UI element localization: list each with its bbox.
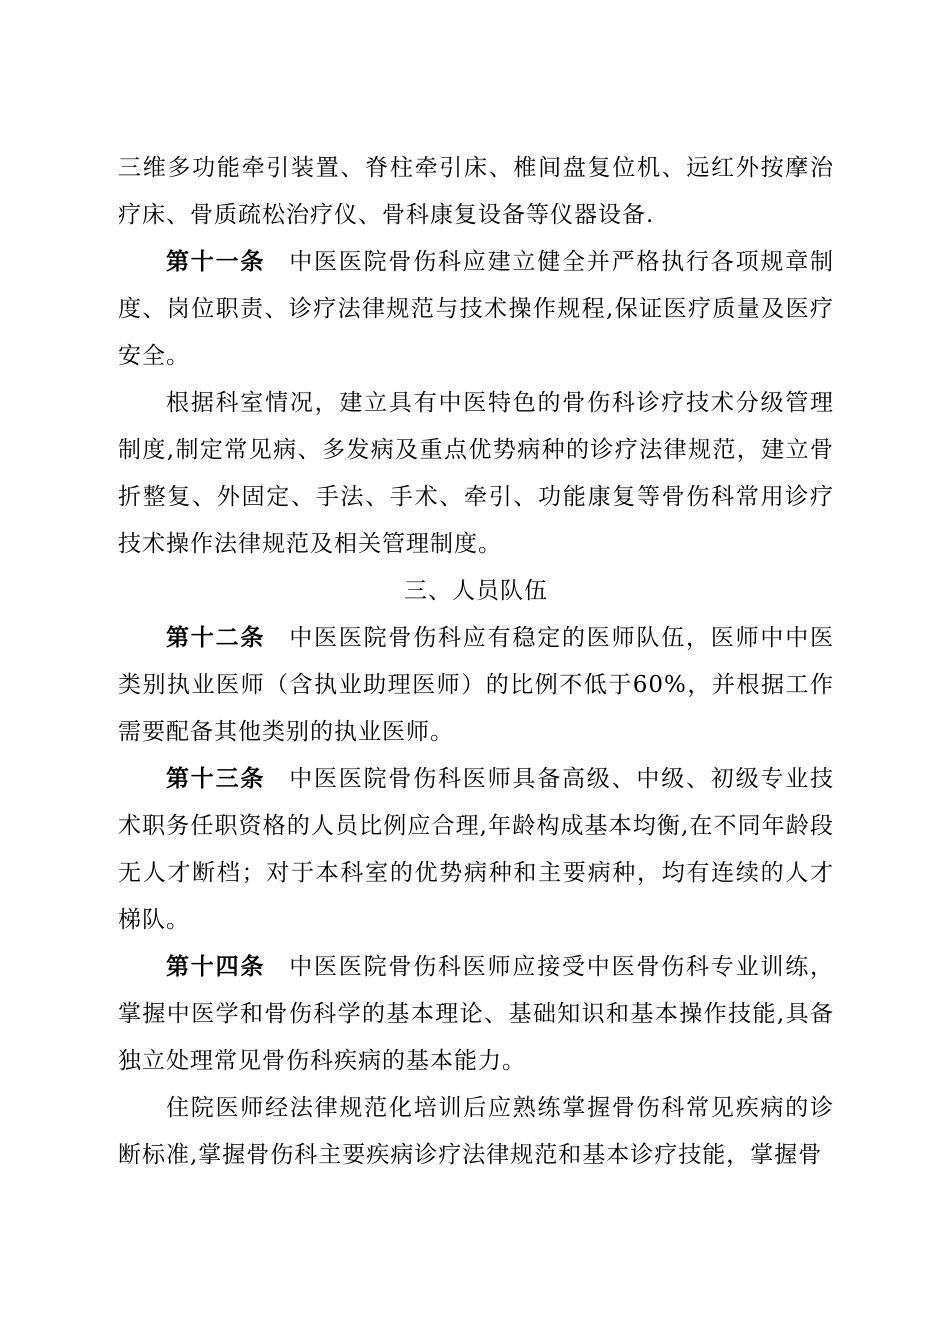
paragraph-resident-training bbox=[118, 1085, 834, 1179]
article-label: 第十四条 bbox=[166, 954, 266, 980]
article-12 bbox=[118, 615, 834, 756]
document-body bbox=[118, 145, 834, 1179]
paragraph-text: 三维多功能牵引装置、脊柱牵引床、椎间盘复位机、远红外按摩治疗床、骨质疏松治疗仪、骨科康复设备等仪器设备. bbox=[118, 155, 834, 228]
article-13 bbox=[118, 756, 834, 944]
article-11 bbox=[118, 239, 834, 380]
article-14 bbox=[118, 944, 834, 1085]
article-text: 中医医院骨伤科医师具备高级、中级、初级专业技术职务任职资格的人员比例应合理,年龄构成基本均衡,在不同年龄段无人才断档；对于本科室的优势病种和主要病种，均有连续的人才梯队。 bbox=[118, 766, 835, 933]
paragraph-text: 根据科室情况，建立具有中医特色的骨伤科诊疗技术分级管理制度,制定常见病、多发病及重点优势病种的诊疗法律规范，建立骨折整复、外固定、手法、手术、牵引、功能康复等骨伤科常用诊疗技术操作法律规范及相关管理制度。 bbox=[118, 390, 834, 557]
article-text: 中医医院骨伤科医师应接受中医骨伤科专业训练，掌握中医学和骨伤科学的基本理论、基础知识和基本操作技能,具备独立处理常见骨伤科疾病的基本能力。 bbox=[118, 954, 835, 1074]
article-text: 中医医院骨伤科应建立健全并严格执行各项规章制度、岗位职责、诊疗法律规范与技术操作规程,保证医疗质量及医疗安全。 bbox=[118, 249, 835, 369]
article-label: 第十一条 bbox=[166, 249, 266, 275]
article-text: 中医医院骨伤科应有稳定的医师队伍，医师中中医类别执业医师（含执业助理医师）的比例不低于60%，并根据工作需要配备其他类别的执业医师。 bbox=[118, 625, 835, 745]
article-label: 第十二条 bbox=[166, 625, 266, 651]
article-label: 第十三条 bbox=[166, 766, 266, 792]
section-heading: 三、人员队伍 bbox=[404, 578, 548, 604]
paragraph-equipment-continuation bbox=[118, 145, 834, 239]
paragraph-management-system bbox=[118, 380, 834, 568]
paragraph-text: 住院医师经法律规范化培训后应熟练掌握骨伤科常见疾病的诊断标准,掌握骨伤科主要疾病诊疗法律规范和基本诊疗技能，掌握骨 bbox=[118, 1095, 834, 1168]
